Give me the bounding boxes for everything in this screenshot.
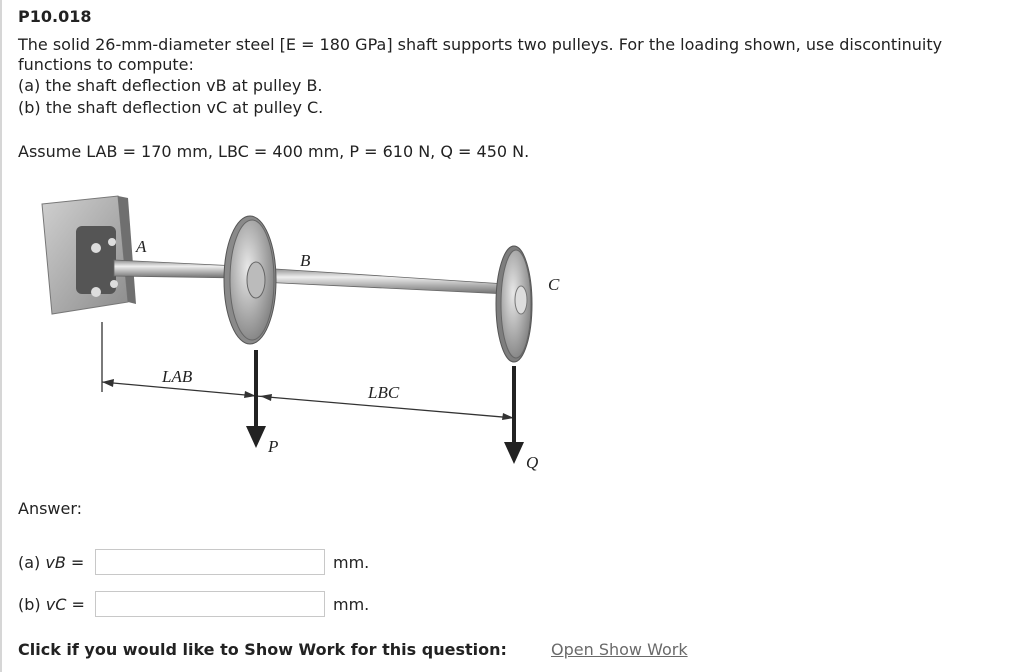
pulley-c [496, 246, 532, 362]
shaft-pulley-diagram [38, 186, 598, 486]
answer-b-var: vC [45, 594, 67, 614]
problem-id: P10.018 [18, 7, 92, 26]
left-border [0, 0, 2, 672]
answer-row-b [18, 591, 369, 617]
label-lab: LAB [162, 367, 193, 386]
pulley-b [224, 216, 276, 344]
answer-a-unit: mm. [333, 552, 370, 572]
part-a-text: (a) the shaft deflection vB at pulley B. [18, 76, 323, 95]
load-p-arrow [246, 350, 266, 448]
open-show-work-link[interactable]: Open Show Work [551, 640, 688, 659]
label-c: C [548, 275, 560, 294]
dim-arrowhead [260, 394, 272, 401]
answer-row-a [18, 549, 369, 575]
label-lbc: LBC [368, 383, 400, 402]
label-a: A [136, 237, 147, 256]
label-q: Q [526, 453, 539, 472]
answer-a-var: vB [45, 552, 66, 572]
answer-label: Answer: [18, 499, 83, 518]
label-p: P [268, 437, 279, 456]
assumptions: Assume LAB = 170 mm, LBC = 400 mm, P = 610 N, Q = 450 N. [18, 142, 530, 161]
answer-b-unit: mm. [333, 594, 370, 614]
wall-support [42, 196, 136, 314]
dim-arrowhead [102, 379, 114, 387]
label-b: B [300, 251, 311, 270]
answer-a-label: (a) vB = [18, 552, 85, 572]
answer-b-input[interactable] [95, 591, 325, 617]
answer-b-label: (b) vC = [18, 594, 85, 614]
shaft-segment-ab [114, 260, 238, 278]
problem-statement: The solid 26-mm-diameter steel [E = 180 GPa] shaft supports two pulleys. For the loading shown, use discontinuity functions to compute: [18, 35, 943, 74]
answer-a-input[interactable] [95, 549, 325, 575]
show-work-prompt: Click if you would like to Show Work for this question: [18, 640, 507, 659]
part-b-text: (b) the shaft deflection vC at pulley C. [18, 98, 324, 117]
shaft-segment-bc [260, 268, 506, 294]
